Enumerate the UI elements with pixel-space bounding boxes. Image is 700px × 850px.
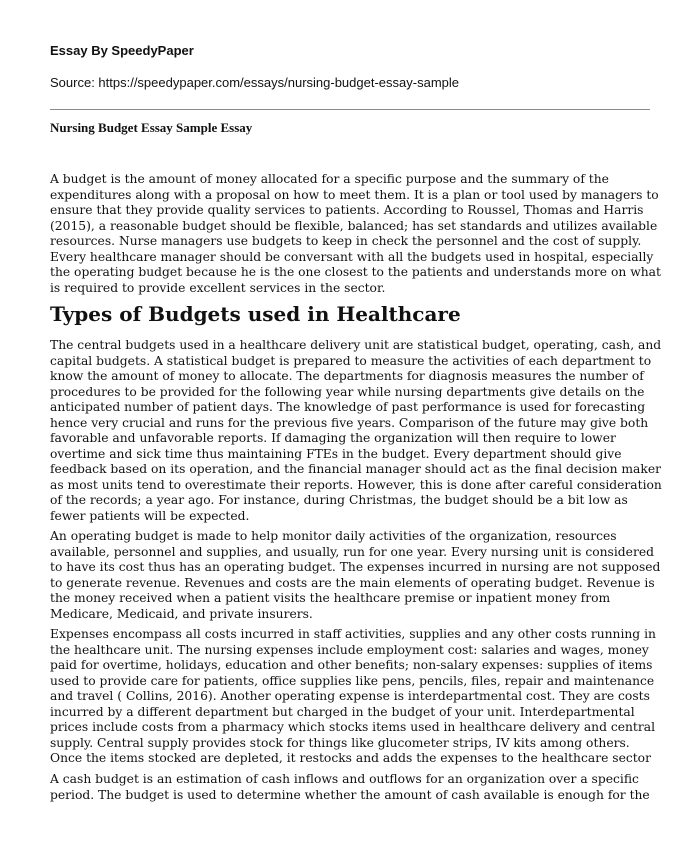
body-paragraph: The central budgets used in a healthcare delivery unit are statistical budget, operating, cash, and capital budgets. A statistical budget is prepared to measure the activities of each department to know the amount of money to allocate. The departments for diagnosis measures the number of procedures to be provided for the following year while nursing departments give details on the anticipated number of patient days. The knowledge of past performance is used for forecasting hence very crucial and runs for the previous five years. Comparison of the future may give both favorable and unfavorable reports. If damaging the organization will then require to lower overtime and sick time thus maintaining FTEs in the budget. Every department should give feedback based on its operation, and the financial manager should act as the final decision maker as most units tend to overestimate their reports. However, this is done after careful consideration of the records; a year ago. For instance, during Christmas, the budget should be a bit low as fewer patients will be expected.: [50, 338, 662, 523]
section-heading: Types of Budgets used in Healthcare: [50, 302, 461, 326]
intro-paragraph: A budget is the amount of money allocated for a specific purpose and the summary of the expenditures along with a proposal on how to meet them. It is a plan or tool used by managers to ensure that they provide quality services to patients. According to Roussel, Thomas and Harris (2015), a reasonable budget should be flexible, balanced; has set standards and utilizes available resources. Nurse managers use budgets to keep in check the personnel and the cost of supply. Every healthcare manager should be conversant with all the budgets used in hospital, especially the operating budget because he is the one closest to the patients and understands more on what is required to provide excellent services in the sector.: [50, 172, 661, 295]
body-paragraph: A cash budget is an estimation of cash inflows and outflows for an organization over a specific period. The budget is used to determine whether the amount of cash available is enough for the: [50, 772, 650, 802]
body-paragraph: An operating budget is made to help monitor daily activities of the organization, resources available, personnel and supplies, and usually, run for one year. Every nursing unit is considered to have its cost thus has an operating budget. The expenses incurred in nursing are not supposed to generate revenue. Revenues and costs are the main elements of operating budget. Revenue is the money received when a patient visits the healthcare premise or inpatient money from Medicare, Medicaid, and private insurers.: [50, 529, 661, 621]
header-divider: [50, 109, 650, 110]
body-paragraph: Expenses encompass all costs incurred in staff activities, supplies and any other costs running in the healthcare unit. The nursing expenses include employment cost: salaries and wages, money paid for overtime, holidays, education and other benefits; non-salary expenses: supplies of items used to provide care for patients, office supplies like pens, pencils, files, repair and maintenance and travel ( Collins, 2016). Another operating expense is interdepartmental cost. They are costs incurred by a different department but charged in the budget of your unit. Interdepartmental prices include costs from a pharmacy which stocks items used in healthcare delivery and central supply. Central supply provides stock for things like glucometer strips, IV kits among others. Once the items stocked are depleted, it restocks and adds the expenses to the healthcare sector: [50, 627, 656, 765]
source-line: Source: https://speedypaper.com/essays/nursing-budget-essay-sample: [50, 75, 459, 90]
essay-title: Nursing Budget Essay Sample Essay: [50, 120, 253, 135]
brand-title: Essay By SpeedyPaper: [50, 43, 194, 58]
